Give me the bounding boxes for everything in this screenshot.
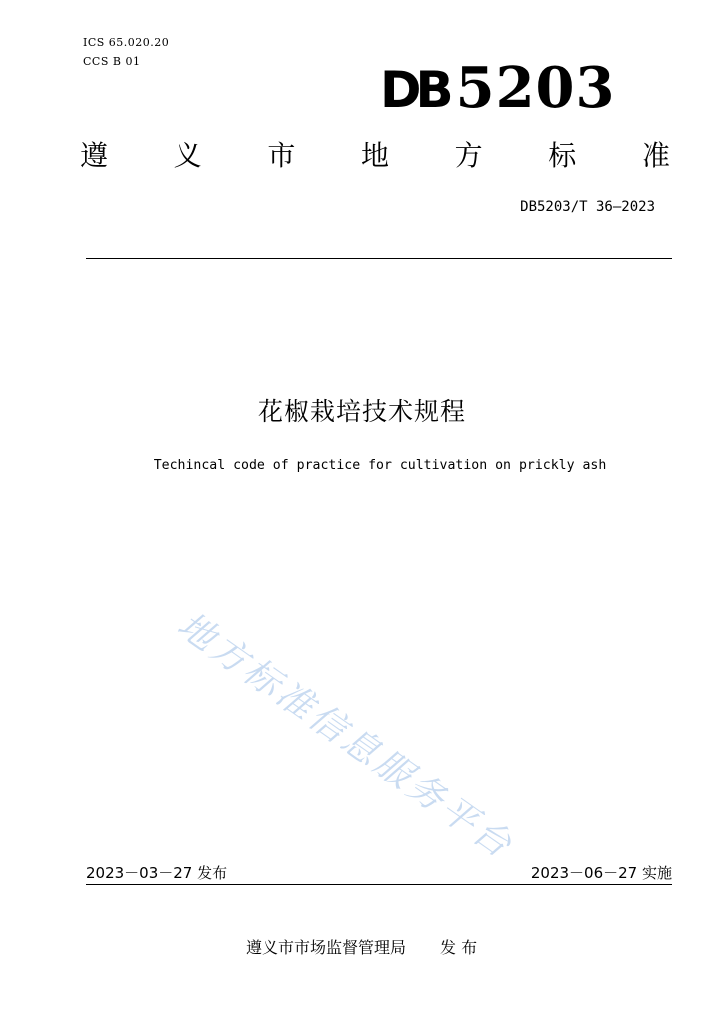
db-logo-number: 5203 [455, 55, 616, 121]
issuer [246, 935, 477, 958]
standard-type-char: 遵 [80, 139, 109, 172]
implementation-date: 2023－06－27 实施 [530, 864, 672, 882]
issue-date: 2023－03－27 发布 [86, 864, 228, 882]
db-logo-prefix: DB [380, 61, 448, 119]
issuer-action: 发 布 [440, 938, 478, 957]
title-english: Techincal code of practice for cultivation on prickly ash [153, 458, 607, 473]
top-divider [86, 258, 672, 259]
ics-code: ICS 65.020.20 [83, 36, 170, 49]
ccs-code: CCS B 01 [83, 55, 141, 68]
watermark: 地方标准信息服务平台 [169, 604, 522, 868]
issuer-name: 遵义市市场监督管理局 [246, 938, 407, 957]
standard-type-char: 市 [267, 139, 296, 172]
standard-type-heading [80, 138, 670, 174]
standard-type-char: 义 [173, 139, 202, 172]
title-chinese: 花椒栽培技术规程 [257, 397, 466, 426]
standard-type-char: 标 [548, 139, 577, 172]
standard-type-char: 地 [360, 139, 389, 172]
standard-type-char: 准 [641, 139, 670, 172]
bottom-divider [86, 884, 672, 885]
standard-number: DB5203/T 36—2023 [520, 199, 655, 215]
standard-type-char: 方 [454, 139, 483, 172]
db-logo [380, 55, 620, 121]
